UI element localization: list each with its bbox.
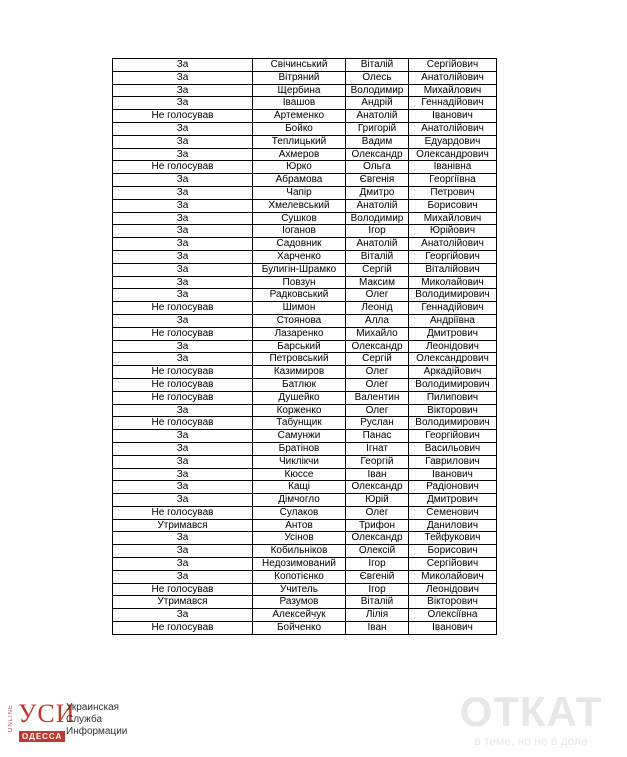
patronymic-cell: Вікторович	[409, 596, 497, 609]
patronymic-cell: Геннадійович	[409, 97, 497, 110]
table-row	[113, 366, 497, 379]
patronymic-cell: Іванович	[409, 622, 497, 635]
first-name-cell: Олег	[346, 404, 409, 417]
table-row	[113, 212, 497, 225]
logo-agency-name	[66, 702, 127, 738]
surname-cell: Самунжи	[253, 430, 346, 443]
first-name-cell: Олесь	[346, 71, 409, 84]
surname-cell: Разумов	[253, 596, 346, 609]
first-name-cell: Трифон	[346, 519, 409, 532]
surname-cell: Копотієнко	[253, 570, 346, 583]
patronymic-cell: Васильович	[409, 442, 497, 455]
table-row	[113, 263, 497, 276]
first-name-cell: Ігор	[346, 225, 409, 238]
first-name-cell: Олександр	[346, 148, 409, 161]
first-name-cell: Олег	[346, 366, 409, 379]
surname-cell: Булигін-Шрамко	[253, 263, 346, 276]
patronymic-cell: Аркадійович	[409, 366, 497, 379]
first-name-cell: Анатолій	[346, 110, 409, 123]
vote-cell: Утримався	[113, 596, 253, 609]
patronymic-cell: Миколайович	[409, 570, 497, 583]
patronymic-cell: Анатолійович	[409, 238, 497, 251]
vote-cell: За	[113, 263, 253, 276]
usi-logo	[8, 700, 128, 750]
patronymic-cell: Володимирович	[409, 289, 497, 302]
first-name-cell: Олег	[346, 289, 409, 302]
table-row	[113, 494, 497, 507]
first-name-cell: Ольга	[346, 161, 409, 174]
patronymic-cell: Пилипович	[409, 391, 497, 404]
table-row	[113, 289, 497, 302]
first-name-cell: Лілія	[346, 609, 409, 622]
table-row	[113, 59, 497, 72]
vote-cell: За	[113, 340, 253, 353]
patronymic-cell: Віталійович	[409, 263, 497, 276]
first-name-cell: Леонід	[346, 302, 409, 315]
surname-cell: Теплицький	[253, 135, 346, 148]
first-name-cell: Ігор	[346, 558, 409, 571]
first-name-cell: Вадим	[346, 135, 409, 148]
first-name-cell: Володимир	[346, 212, 409, 225]
table-row	[113, 609, 497, 622]
table-row	[113, 238, 497, 251]
vote-cell: За	[113, 225, 253, 238]
table-row	[113, 122, 497, 135]
patronymic-cell: Сергійович	[409, 59, 497, 72]
first-name-cell: Руслан	[346, 417, 409, 430]
patronymic-cell: Борисович	[409, 199, 497, 212]
surname-cell: Радковський	[253, 289, 346, 302]
vote-cell: За	[113, 135, 253, 148]
vote-cell: За	[113, 468, 253, 481]
first-name-cell: Олександр	[346, 481, 409, 494]
surname-cell: Юрко	[253, 161, 346, 174]
surname-cell: Хмелевський	[253, 199, 346, 212]
patronymic-cell: Миколайович	[409, 276, 497, 289]
surname-cell: Ахмеров	[253, 148, 346, 161]
patronymic-cell: Михайлович	[409, 212, 497, 225]
surname-cell: Стоянова	[253, 314, 346, 327]
watermark-title: ОТКАТ	[459, 688, 603, 735]
first-name-cell: Анатолій	[346, 199, 409, 212]
surname-cell: Чапір	[253, 186, 346, 199]
surname-cell: Корженко	[253, 404, 346, 417]
vote-cell: Не голосував	[113, 110, 253, 123]
table-row	[113, 455, 497, 468]
surname-cell: Артеменко	[253, 110, 346, 123]
surname-cell: Сулаков	[253, 506, 346, 519]
surname-cell: Кюссе	[253, 468, 346, 481]
first-name-cell: Ігнат	[346, 442, 409, 455]
logo-brand: УСИ	[18, 699, 76, 728]
vote-cell: За	[113, 84, 253, 97]
first-name-cell: Андрій	[346, 97, 409, 110]
vote-cell: Не голосував	[113, 622, 253, 635]
table-row	[113, 314, 497, 327]
table-row	[113, 596, 497, 609]
voting-results-table	[112, 58, 497, 635]
patronymic-cell: Олексіївна	[409, 609, 497, 622]
vote-cell: За	[113, 494, 253, 507]
table-row	[113, 302, 497, 315]
table-row	[113, 225, 497, 238]
patronymic-cell: Петрович	[409, 186, 497, 199]
patronymic-cell: Іванівна	[409, 161, 497, 174]
patronymic-cell: Іванович	[409, 110, 497, 123]
vote-cell: Не голосував	[113, 417, 253, 430]
vote-cell: За	[113, 212, 253, 225]
logo-online-label: ONLINE	[8, 704, 14, 733]
table-row	[113, 161, 497, 174]
table-row	[113, 327, 497, 340]
vote-cell: Не голосував	[113, 327, 253, 340]
first-name-cell: Ігор	[346, 583, 409, 596]
table-row	[113, 110, 497, 123]
table-row	[113, 378, 497, 391]
first-name-cell: Олег	[346, 506, 409, 519]
vote-cell: За	[113, 353, 253, 366]
patronymic-cell: Георгіївна	[409, 174, 497, 187]
vote-cell: За	[113, 430, 253, 443]
patronymic-cell: Анатолійович	[409, 122, 497, 135]
patronymic-cell: Володимирович	[409, 378, 497, 391]
patronymic-cell: Борисович	[409, 545, 497, 558]
vote-cell: Не голосував	[113, 302, 253, 315]
patronymic-cell: Тейфукович	[409, 532, 497, 545]
vote-cell: За	[113, 481, 253, 494]
surname-cell: Казимиров	[253, 366, 346, 379]
table-row	[113, 186, 497, 199]
table-row	[113, 583, 497, 596]
first-name-cell: Юрій	[346, 494, 409, 507]
patronymic-cell: Анатолійович	[409, 71, 497, 84]
table-row	[113, 135, 497, 148]
first-name-cell: Віталій	[346, 250, 409, 263]
surname-cell: Дімчогло	[253, 494, 346, 507]
vote-cell: За	[113, 148, 253, 161]
patronymic-cell: Леонідович	[409, 583, 497, 596]
table-row	[113, 404, 497, 417]
vote-cell: За	[113, 570, 253, 583]
patronymic-cell: Юрійович	[409, 225, 497, 238]
first-name-cell: Михайло	[346, 327, 409, 340]
vote-cell: Не голосував	[113, 391, 253, 404]
table-row	[113, 442, 497, 455]
table-row	[113, 71, 497, 84]
surname-cell: Іоганов	[253, 225, 346, 238]
table-row	[113, 622, 497, 635]
vote-cell: За	[113, 404, 253, 417]
first-name-cell: Олег	[346, 378, 409, 391]
table-row	[113, 199, 497, 212]
vote-cell: За	[113, 609, 253, 622]
surname-cell: Недозимований	[253, 558, 346, 571]
first-name-cell: Георгій	[346, 455, 409, 468]
first-name-cell: Сергій	[346, 353, 409, 366]
voting-results-body	[113, 59, 497, 635]
vote-cell: За	[113, 532, 253, 545]
table-row	[113, 97, 497, 110]
surname-cell: Івашов	[253, 97, 346, 110]
table-row	[113, 430, 497, 443]
first-name-cell: Анатолій	[346, 238, 409, 251]
table-row	[113, 353, 497, 366]
first-name-cell: Віталій	[346, 59, 409, 72]
vote-cell: За	[113, 122, 253, 135]
surname-cell: Вітряний	[253, 71, 346, 84]
surname-cell: Бойко	[253, 122, 346, 135]
first-name-cell: Сергій	[346, 263, 409, 276]
surname-cell: Петровський	[253, 353, 346, 366]
vote-cell: За	[113, 545, 253, 558]
table-row	[113, 417, 497, 430]
vote-cell: Не голосував	[113, 366, 253, 379]
table-row	[113, 276, 497, 289]
vote-cell: Не голосував	[113, 378, 253, 391]
first-name-cell: Дмитро	[346, 186, 409, 199]
patronymic-cell: Михайлович	[409, 84, 497, 97]
vote-cell: За	[113, 289, 253, 302]
first-name-cell: Віталій	[346, 596, 409, 609]
surname-cell: Антов	[253, 519, 346, 532]
table-row	[113, 340, 497, 353]
vote-cell: За	[113, 558, 253, 571]
first-name-cell: Алла	[346, 314, 409, 327]
vote-cell: За	[113, 455, 253, 468]
table-row	[113, 558, 497, 571]
patronymic-cell: Георгійович	[409, 250, 497, 263]
surname-cell: Батлюк	[253, 378, 346, 391]
vote-cell: За	[113, 442, 253, 455]
patronymic-cell: Георгійович	[409, 430, 497, 443]
patronymic-cell: Сергійович	[409, 558, 497, 571]
vote-cell: За	[113, 250, 253, 263]
surname-cell: Лазаренко	[253, 327, 346, 340]
table-row	[113, 148, 497, 161]
patronymic-cell: Андріївна	[409, 314, 497, 327]
surname-cell: Харченко	[253, 250, 346, 263]
vote-cell: За	[113, 186, 253, 199]
patronymic-cell: Леонідович	[409, 340, 497, 353]
surname-cell: Щербина	[253, 84, 346, 97]
surname-cell: Повзун	[253, 276, 346, 289]
vote-cell: Утримався	[113, 519, 253, 532]
logo-agency-line: Служба	[66, 714, 103, 725]
vote-cell: За	[113, 97, 253, 110]
table-row	[113, 84, 497, 97]
table-row	[113, 506, 497, 519]
table-row	[113, 250, 497, 263]
surname-cell: Сушков	[253, 212, 346, 225]
first-name-cell: Євгеній	[346, 570, 409, 583]
first-name-cell: Олександр	[346, 532, 409, 545]
logo-agency-line: Украинская	[66, 702, 120, 713]
table-row	[113, 532, 497, 545]
logo-agency-line: Информации	[66, 726, 128, 737]
surname-cell: Абрамова	[253, 174, 346, 187]
vote-cell: Не голосував	[113, 506, 253, 519]
patronymic-cell: Іванович	[409, 468, 497, 481]
surname-cell: Табунщик	[253, 417, 346, 430]
vote-cell: За	[113, 174, 253, 187]
vote-cell: За	[113, 199, 253, 212]
surname-cell: Алексейчук	[253, 609, 346, 622]
surname-cell: Душейко	[253, 391, 346, 404]
surname-cell: Барський	[253, 340, 346, 353]
vote-cell: За	[113, 238, 253, 251]
surname-cell: Садовник	[253, 238, 346, 251]
vote-cell: За	[113, 59, 253, 72]
logo-city: ОДЕССА	[19, 731, 65, 742]
surname-cell: Братінов	[253, 442, 346, 455]
vote-cell: Не голосував	[113, 161, 253, 174]
vote-cell: Не голосував	[113, 583, 253, 596]
surname-cell: Учитель	[253, 583, 346, 596]
patronymic-cell: Данилович	[409, 519, 497, 532]
patronymic-cell: Вікторович	[409, 404, 497, 417]
table-row	[113, 545, 497, 558]
surname-cell: Свічинський	[253, 59, 346, 72]
patronymic-cell: Дмитрович	[409, 327, 497, 340]
patronymic-cell: Олександрович	[409, 148, 497, 161]
patronymic-cell: Радіонович	[409, 481, 497, 494]
surname-cell: Чиклікчи	[253, 455, 346, 468]
patronymic-cell: Едуардович	[409, 135, 497, 148]
first-name-cell: Валентин	[346, 391, 409, 404]
surname-cell: Кащі	[253, 481, 346, 494]
first-name-cell: Максим	[346, 276, 409, 289]
vote-cell: За	[113, 71, 253, 84]
table-row	[113, 468, 497, 481]
surname-cell: Бойченко	[253, 622, 346, 635]
first-name-cell: Олексій	[346, 545, 409, 558]
surname-cell: Шимон	[253, 302, 346, 315]
first-name-cell: Іван	[346, 468, 409, 481]
table-row	[113, 570, 497, 583]
patronymic-cell: Олександрович	[409, 353, 497, 366]
otkat-watermark	[446, 690, 616, 748]
surname-cell: Кобильніков	[253, 545, 346, 558]
table-row	[113, 481, 497, 494]
first-name-cell: Панас	[346, 430, 409, 443]
patronymic-cell: Дмитрович	[409, 494, 497, 507]
patronymic-cell: Геннадійович	[409, 302, 497, 315]
first-name-cell: Олександр	[346, 340, 409, 353]
surname-cell: Усінов	[253, 532, 346, 545]
first-name-cell: Євгенія	[346, 174, 409, 187]
patronymic-cell: Володимирович	[409, 417, 497, 430]
first-name-cell: Іван	[346, 622, 409, 635]
table-row	[113, 391, 497, 404]
patronymic-cell: Гаврилович	[409, 455, 497, 468]
watermark-tagline: в теме, но не в доле	[474, 734, 588, 748]
vote-cell: За	[113, 314, 253, 327]
table-row	[113, 174, 497, 187]
table-row	[113, 519, 497, 532]
first-name-cell: Володимир	[346, 84, 409, 97]
first-name-cell: Григорій	[346, 122, 409, 135]
vote-cell: За	[113, 276, 253, 289]
patronymic-cell: Семенович	[409, 506, 497, 519]
